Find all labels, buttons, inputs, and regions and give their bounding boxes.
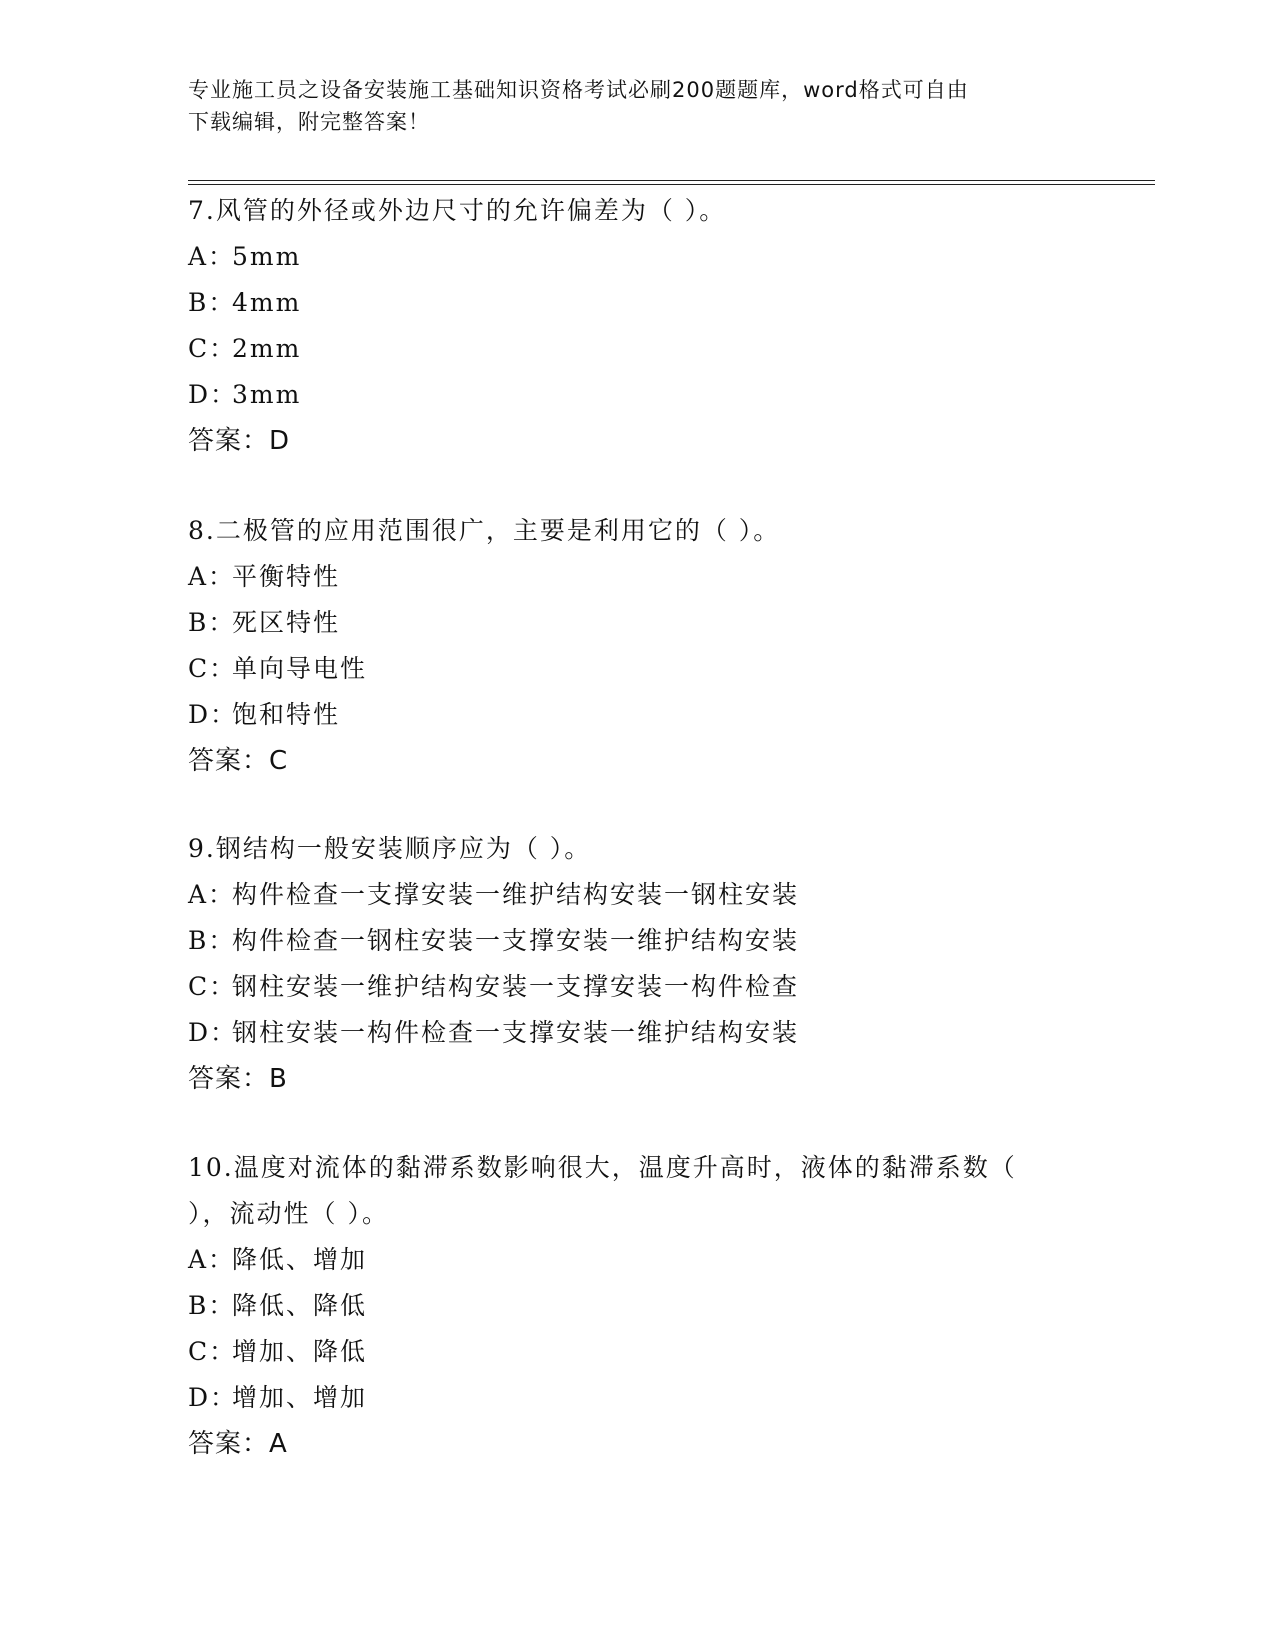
header-divider-bottom [188,184,1155,185]
option-text: 3mm [232,380,302,409]
question-text: 9.钢结构一般安装顺序应为（ ）。 [188,834,592,863]
option-a [188,872,1088,918]
option-letter: C： [188,1337,237,1366]
option-a [188,234,1088,280]
option-letter: D： [188,1018,238,1047]
option-b [188,280,1088,326]
option-letter: A： [188,242,236,271]
option-letter: B： [188,608,236,637]
option-letter: D： [188,1383,238,1412]
question-text: 8.二极管的应用范围很广，主要是利用它的（ ）。 [188,516,781,545]
document-header [188,74,1088,138]
question-text: 7.风管的外径或外边尺寸的允许偏差为（ ）。 [188,196,727,225]
header-line-2: 下载编辑，附完整答案！ [188,110,430,134]
option-text: 死区特性 [232,608,341,637]
question-7 [188,188,1088,464]
option-letter: A： [188,562,236,591]
question-8 [188,508,1088,784]
option-c [188,326,1088,372]
answer-line: 答案：D [188,426,291,456]
option-text: 钢柱安装一构件检查一支撑安装一维护结构安装 [232,1018,800,1047]
option-b [188,918,1088,964]
option-text: 降低、降低 [232,1291,368,1320]
option-text: 平衡特性 [232,562,341,591]
option-letter: A： [188,880,236,909]
option-text: 构件检查一支撑安装一维护结构安装一钢柱安装 [232,880,800,909]
option-letter: C： [188,334,237,363]
question-text-line-2: ），流动性（ ）。 [188,1199,389,1228]
option-a [188,1237,1088,1283]
option-text: 构件检查一钢柱安装一支撑安装一维护结构安装 [232,926,800,955]
option-d [188,1010,1088,1056]
option-text: 饱和特性 [232,700,341,729]
option-letter: B： [188,288,236,317]
answer-line: 答案：C [188,746,289,776]
option-text: 降低、增加 [232,1245,368,1274]
option-letter: D： [188,380,238,409]
option-c [188,964,1088,1010]
option-text: 5mm [232,242,302,271]
header-divider-top [188,180,1155,181]
option-text: 增加、降低 [232,1337,368,1366]
option-a [188,554,1088,600]
option-text: 钢柱安装一维护结构安装一支撑安装一构件检查 [232,972,800,1001]
option-b [188,600,1088,646]
question-text-line-1: 10.温度对流体的黏滞系数影响很大，温度升高时，液体的黏滞系数（ [188,1153,1017,1182]
option-text: 2mm [232,334,302,363]
option-letter: D： [188,700,238,729]
option-text: 单向导电性 [232,654,368,683]
option-letter: A： [188,1245,236,1274]
question-10 [188,1145,1088,1467]
question-9 [188,826,1088,1102]
option-text: 增加、增加 [232,1383,368,1412]
option-letter: C： [188,972,237,1001]
option-text: 4mm [232,288,302,317]
option-b [188,1283,1088,1329]
option-d [188,692,1088,738]
option-d [188,1375,1088,1421]
option-letter: B： [188,926,236,955]
answer-line: 答案：A [188,1429,288,1459]
answer-line: 答案：B [188,1064,288,1094]
header-line-1: 专业施工员之设备安装施工基础知识资格考试必刷200题题库，word格式可自由 [188,78,969,102]
option-letter: B： [188,1291,236,1320]
option-letter: C： [188,654,237,683]
option-c [188,1329,1088,1375]
option-d [188,372,1088,418]
option-c [188,646,1088,692]
